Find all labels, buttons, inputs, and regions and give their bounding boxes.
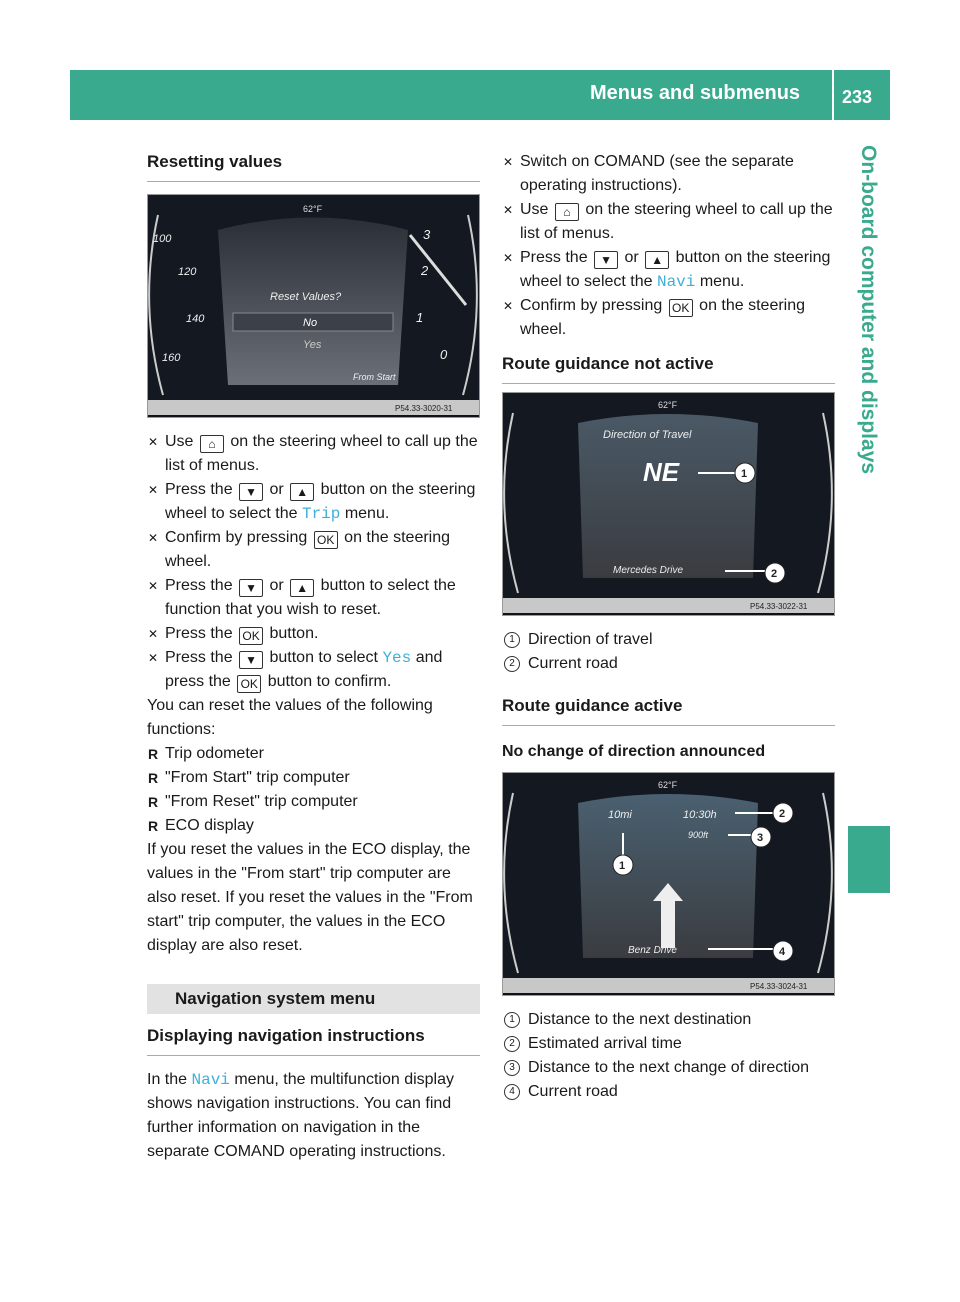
road-label: Benz Drive (628, 945, 677, 956)
option-yes: Yes (303, 339, 322, 351)
temp-readout: 62°F (303, 204, 323, 214)
temp-readout: 62°F (658, 400, 678, 410)
down-arrow-icon: ▼ (239, 579, 263, 597)
option-name: Yes (382, 649, 412, 667)
dashboard-figure-reset (147, 194, 480, 418)
step: ✕ Confirm by pressing OK on the steering wheel. (147, 526, 480, 574)
ok-key-icon: OK (669, 299, 693, 317)
tick-label: 140 (186, 313, 205, 325)
side-tab-label: On-board computer and displays (857, 145, 880, 475)
road-label: Mercedes Drive (613, 565, 684, 576)
page-title: Menus and submenus (590, 82, 801, 104)
down-arrow-icon: ▼ (594, 251, 618, 269)
tick-label: 3 (423, 227, 431, 242)
step: ✕ Switch on COMAND (see the separate operating instructions). (502, 150, 835, 198)
figure-code: P54.33-3024-31 (750, 982, 808, 991)
step: ✕ Use ⌂ on the steering wheel to call up the list of menus. (502, 198, 835, 246)
list-item: R Trip odometer (147, 742, 480, 766)
section-heading: Resetting values (147, 150, 480, 182)
ok-key-icon: OK (314, 531, 338, 549)
up-arrow-icon: ▲ (290, 483, 314, 501)
legend-item: 1 Distance to the next destination (502, 1008, 835, 1032)
up-arrow-icon: ▲ (645, 251, 669, 269)
step: ✕ Press the ▼ or ▲ button on the steering wheel to select the Navi menu. (502, 246, 835, 294)
tick-label: 1 (416, 310, 424, 325)
note-text: If you reset the values in the ECO display, the values in the "From start" trip computer are also reset. If you reset the values in the "From start" trip computer, the values in the ECO display are also reset. (147, 841, 473, 954)
subsection-heading: Displaying navigation instructions (147, 1024, 480, 1056)
menu-title: Reset Values? (270, 291, 342, 303)
legend-item: 2 Current road (502, 652, 835, 676)
svg-text:3: 3 (757, 832, 764, 844)
legend-item: 4 Current road (502, 1080, 835, 1104)
header-divider (832, 70, 834, 120)
list-item: R "From Start" trip computer (147, 766, 480, 790)
figure-code: P54.33-3020-31 (395, 404, 453, 413)
tick-label: 100 (153, 233, 172, 245)
step: ✕ Press the ▼ or ▲ button on the steering wheel to select the Trip menu. (147, 478, 480, 526)
option-no: No (303, 317, 318, 329)
tick-label: 0 (440, 347, 448, 362)
nav-paragraph: In the Navi menu, the multifunction display shows navigation instructions. You can find further information on navigation in the separate COMAND operating instructions. (147, 1071, 455, 1160)
step: ✕ Press the ▼ or ▲ button to select the function that you wish to reset. (147, 574, 480, 622)
direction-label: NE (643, 457, 680, 487)
ok-key-icon: OK (239, 627, 263, 645)
figure-code: P54.33-3022-31 (750, 602, 808, 611)
list-item: R ECO display (147, 814, 480, 838)
footer-label: From Start (353, 372, 396, 382)
home-icon: ⌂ (555, 203, 579, 221)
up-arrow-icon: ▲ (290, 579, 314, 597)
down-arrow-icon: ▼ (239, 483, 263, 501)
tick-label: 120 (178, 266, 197, 278)
step: ✕ Press the OK button. (147, 622, 480, 646)
list-item: R "From Reset" trip computer (147, 790, 480, 814)
right-column (502, 150, 835, 1104)
ok-key-icon: OK (237, 675, 261, 693)
legend-item: 1 Direction of travel (502, 628, 835, 652)
home-icon: ⌂ (200, 435, 224, 453)
svg-text:2: 2 (771, 568, 778, 580)
left-column (147, 150, 480, 1164)
subsection-heading: No change of direction announced (502, 743, 766, 760)
legend-item: 2 Estimated arrival time (502, 1032, 835, 1056)
svg-text:2: 2 (779, 808, 786, 820)
dashboard-figure-no-guidance (502, 392, 835, 616)
menu-name: Navi (191, 1071, 230, 1089)
section-banner: Navigation system menu (147, 984, 480, 1014)
arrival-time: 10:30h (683, 809, 717, 821)
tick-label: 160 (162, 352, 181, 364)
svg-text:1: 1 (619, 860, 626, 872)
distance-readout: 10mi (608, 809, 632, 821)
side-block (848, 826, 890, 893)
step: ✕ Use ⌂ on the steering wheel to call up the list of menus. (147, 430, 480, 478)
section-heading: Route guidance active (502, 694, 835, 726)
dashboard-figure-guidance (502, 772, 835, 996)
step: ✕ Press the ▼ button to select Yes and press the OK button to confirm. (147, 646, 480, 694)
page-number: 233 (842, 87, 873, 107)
down-arrow-icon: ▼ (239, 651, 263, 669)
figure-title: Direction of Travel (603, 429, 692, 441)
svg-text:1: 1 (741, 468, 748, 480)
tick-label: 2 (421, 263, 429, 278)
step: ✕ Confirm by pressing OK on the steering wheel. (502, 294, 835, 342)
intro-text: You can reset the values of the following functions: (147, 697, 433, 738)
legend-item: 3 Distance to the next change of direction (502, 1056, 835, 1080)
side-tab (848, 145, 890, 905)
temp-readout: 62°F (658, 780, 678, 790)
next-turn-distance: 900ft (688, 830, 709, 840)
menu-name: Navi (656, 273, 696, 291)
svg-text:4: 4 (779, 946, 786, 958)
section-heading: Route guidance not active (502, 352, 835, 384)
menu-name: Trip (301, 505, 341, 523)
